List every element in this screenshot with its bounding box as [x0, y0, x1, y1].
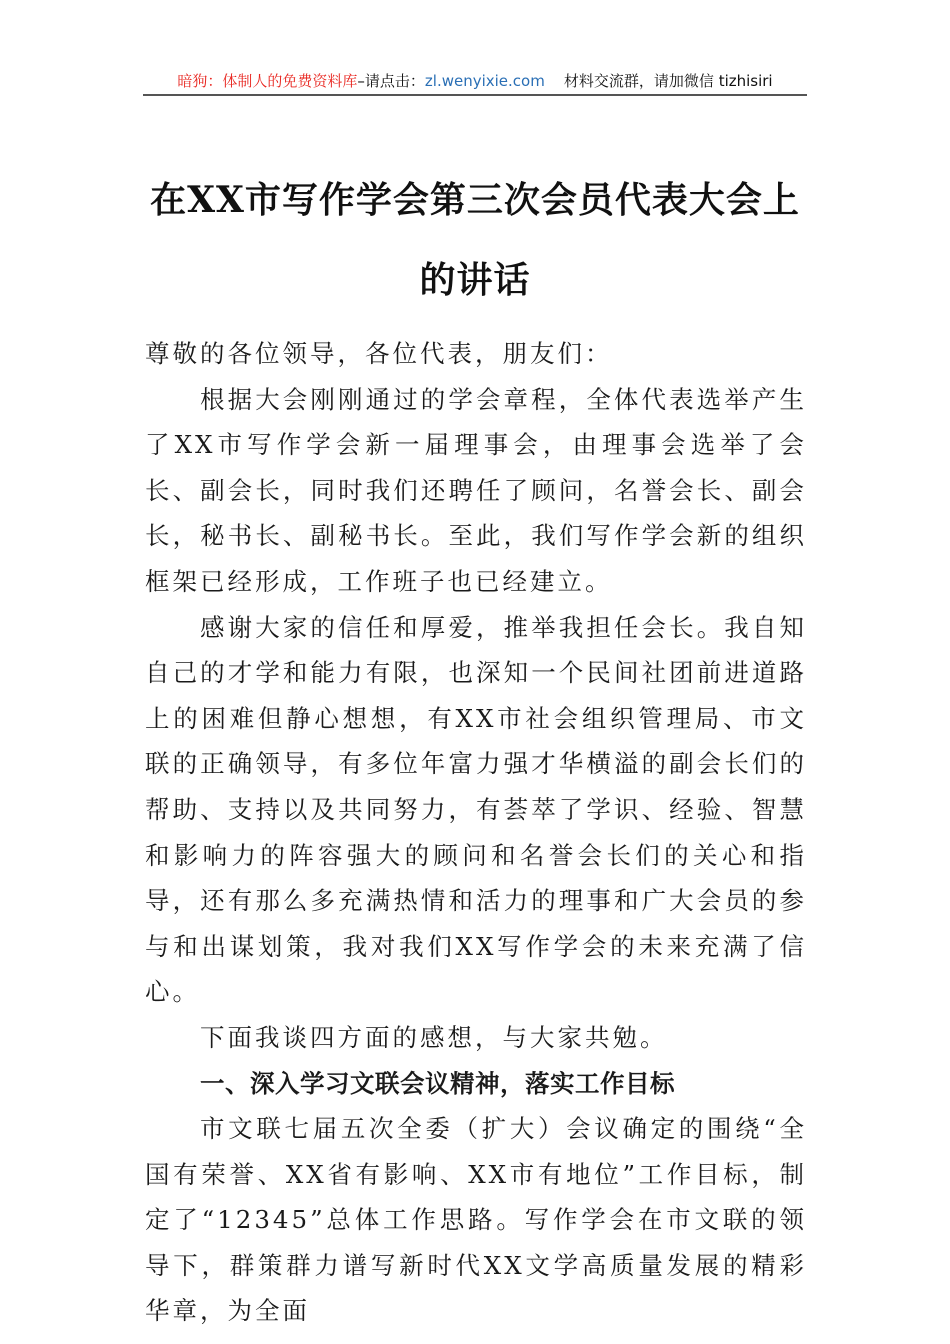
document-body — [145, 331, 807, 1334]
header-promo-text: 暗狗：体制人的免费资料库 — [177, 72, 358, 90]
salutation: 尊敬的各位领导，各位代表，朋友们： — [145, 339, 613, 368]
document-title: 在XX市写作学会第三次会员代表大会上的讲话 — [150, 179, 800, 301]
page-header — [145, 68, 805, 94]
paragraph: 下面我谈四方面的感想，与大家共勉。 — [200, 1022, 668, 1052]
header-prompt-text: –请点击： — [357, 72, 425, 90]
paragraph: 根据大会刚刚通过的学会章程，全体代表选举产生了XX市写作学会新一届理事会，由理事会选举了会长、副会长，同时我们还聘任了顾问，名誉会长、副会长，秘书长、副秘书长。至此，我们写作学会新的组织框架已经形成，工作班子也已经建立。 — [145, 384, 807, 596]
paragraph: 市文联七届五次全委（扩大）会议确定的围绕“全国有荣誉、XX省有影响、XX市有地位”工作目标，制定了“12345”总体工作思路。写作学会在市文联的领导下，群策群力谱写新时代XX文学高质量发展的精彩华章，为全面 — [145, 1114, 807, 1326]
header-divider — [143, 94, 807, 96]
paragraph: 感谢大家的信任和厚爱，推举我担任会长。我自知自己的才学和能力有限，也深知一个民间社团前进道路上的困难但静心想想，有XX市社会组织管理局、市文联的正确领导，有多位年富力强才华横溢的副会长们的帮助、支持以及共同努力，有荟萃了学识、经验、智慧和影响力的阵容强大的顾问和名誉会长们的关心和指导，还有那么多充满热情和活力的理事和广大会员的参与和出谋划策，我对我们XX写作学会的未来充满了信心。 — [145, 612, 807, 1007]
header-contact-text: 材料交流群，请加微信 tizhisiri — [563, 72, 773, 90]
header-link[interactable]: zl.wenyixie.com — [424, 72, 545, 90]
section-heading: 一、深入学习文联会议精神，落实工作目标 — [200, 1068, 675, 1098]
